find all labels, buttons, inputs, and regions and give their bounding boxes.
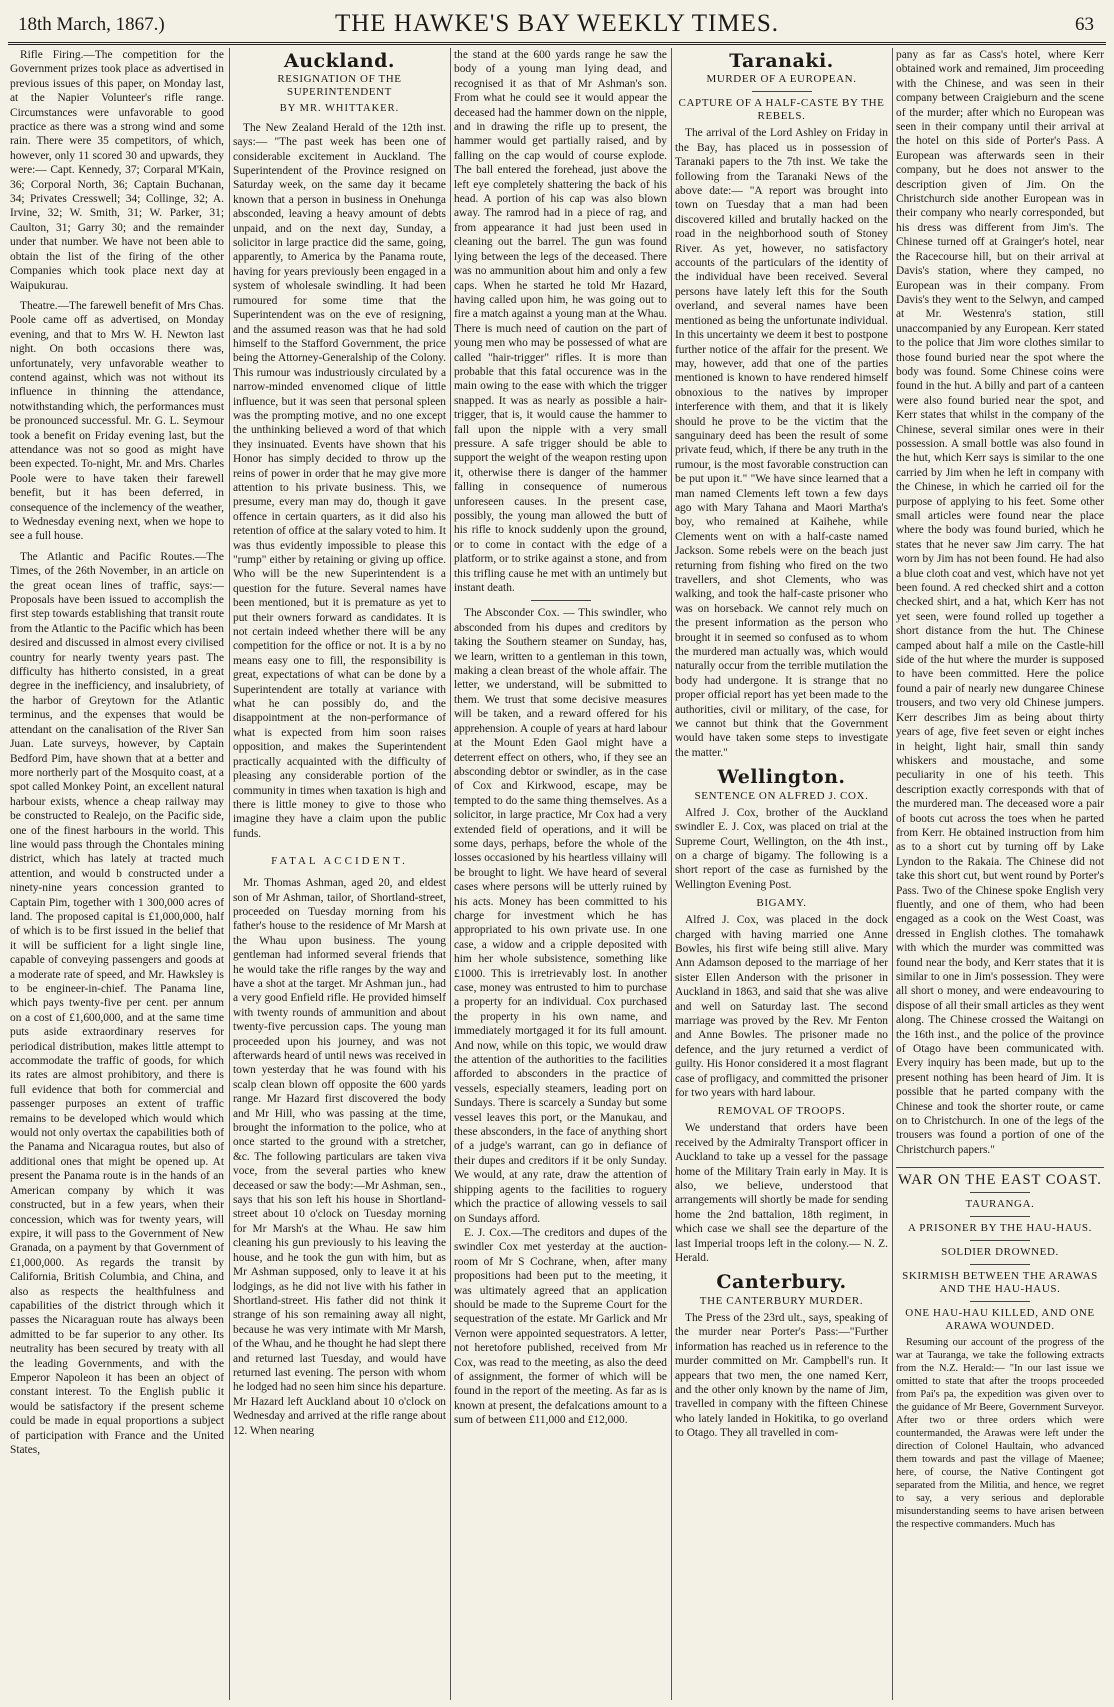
headline-sentence-cox: SENTENCE ON ALFRED J. COX.	[694, 789, 869, 802]
headline-hau-hau-killed: ONE HAU-HAU KILLED, AND ONE ARAWA WOUNDED.	[905, 1307, 1095, 1333]
headline-fatal-accident: FATAL ACCIDENT.	[271, 855, 408, 868]
article-war-east-coast: Resuming our account of the progress of the war at Tauranga, we take the following extracts from the N.Z. Herald:— "In our last issue we omitted to state that after the troops proceeded from Pai's pa, the expedition was given over to the guidance of Mr Beere, Government Surveyor. After two or three orders which were countermanded, the Arawas were left under the direction of Colonel Haultain, who advanced them towards and past the village of Maenee; here, of course, the Native Contingent got separated from the Militia, and hence, we regret to say, a very serious and deplorable misunderstanding seems to have arisen between the respective commanders. Much has	[896, 1337, 1104, 1531]
headline-soldier-drowned: SOLDIER DROWNED.	[941, 1246, 1059, 1259]
article-bigamy: Alfred J. Cox, was placed in the dock charged with having married one Anne Bowles, his first wife being still alive. Mary Ann Adamson deposed to the marriage of her sister Ellen Anderson with the prisoner in Auckland in 1863, and said that she was alive and well on Saturday last. The second marriage was proved by the Rev. Mr Fenton and Anne Bowles. The prisoner made no defence, and the jury returned a verdict of guilty. His Honor considered it a most flagrant case of profligacy, and committed the prisoner for two years with hard labour.	[675, 914, 888, 1099]
divider	[970, 1192, 1030, 1193]
column-5	[896, 48, 1104, 1700]
article-cox-creditors: E. J. Cox.—The creditors and dupes of the swindler Cox met yesterday at the auction-room of Mr S Cochrane, when, after many propositions had been put to the meeting, it was ultimately agreed that an application should be made to the Supreme Court for the sequestration of the estate. Mr Garlick and Mr Vernon were appointed sequestrators. A letter, not heretofore published, received from Mr Cox, was read to the meeting, as also the deed of assignment, the former of which will be found in the report of the meeting. As far as is known at present, the defalcations amount to a sum of between £11,000 and £12,000.	[454, 1226, 667, 1427]
column-2	[233, 48, 446, 1700]
issue-date: 18th March, 1867.)	[18, 14, 165, 35]
divider	[531, 600, 591, 601]
column-rule	[229, 48, 230, 1700]
headline-war-east-coast: WAR ON THE EAST COAST.	[896, 1167, 1104, 1187]
divider	[970, 1301, 1030, 1302]
section-heading-canterbury: Canterbury.	[716, 1271, 847, 1294]
masthead	[8, 4, 1106, 45]
section-heading-wellington: Wellington.	[717, 766, 846, 789]
article-fatal-accident: Mr. Thomas Ashman, aged 20, and eldest son of Mr Ashman, tailor, of Shortland-street, proceeded on Tuesday morning from his father's house to the residence of Mr Marsh at the Whau upon business. The young gentleman had informed several friends that he would take the rifle ranges by the way and have a shot at the target. Mr Ashman jun., had a very good Enfield rifle. He provided himself with twenty rounds of ammunition and about twenty-five percussion caps. The young man proceeded upon his journey, and was not afterwards heard of until news was received in town yesterday that he was found with his scalp clean blown off opposite the 600 yards range. Mr Hazard first discovered the body and Mr Hill, who was passing at the time, brought the information to the police, who at once started to the ground with a stretcher, &c. The following particulars are taken viva voce, from the several parties who knew deceased or saw the body:—Mr Ashman, sen., says that his son left his house in Shortland-street about 10 o'clock on Tuesday morning for Mr Marsh's at the Whau. He saw him cleaning his gun previously to his leaving the house, and he took the gun with him, but as Mr Ashman supposed, only to leave it at his lodgings, as he did not live with his father in Shortland-street. His father did not think it strange of his son remaining away all night, because he was very intimate with Mr Marsh, of the Whau, and he thought he had slept there and returned last Tuesday, and would have returned last evening. The person with whom he lodged had no seen him since his departure. Mr Hazard left Auckland about 10 o'clock on Wednesday and arrived at the rifle range about 12. When nearing	[233, 877, 446, 1437]
headline-bigamy: BIGAMY.	[756, 897, 807, 910]
column-rule	[892, 48, 893, 1700]
article-canterbury-murder: The Press of the 23rd ult., says, speaking of the murder near Porter's Pass:—"Further information has reached us in reference to the murder committed on Mr. Campbell's run. It appears that two men, the one named Kerr, and the other only known by the name of Jim, travelled in company with the fifteen Chinese who lately landed in Hokitika, to go overland to Otago. They all travelled in com-	[675, 1311, 888, 1440]
article-rifle-firing: Rifle Firing.—The competition for the Government prizes took place as advertised in previous issues of this paper, on Monday last, at the Napier Volunteer's rifle range. Circumstances were unfavorable to good practice as there was a strong wind and some rain. There were 35 competitors, of which, however, only 11 scored 30 and upwards, they were:— Capt. Kennedy, 37; Corparal M'Kain, 36; Corporal North, 36; Captain Buchanan, 34; Privates Cresswell; 34; Collinge, 32; A. Irvine, 32; W. Smith, 31; W. Parker, 31; Caulton, 31; Garry 30; and the remainder under that number. We have not been able to obtain the list of the firing of the other Companies which took place next day at Waipukurau.	[10, 49, 224, 292]
headline-tauranga: TAURANGA.	[965, 1198, 1035, 1211]
column-3	[454, 48, 667, 1700]
column-rule	[450, 48, 451, 1700]
divider	[970, 1264, 1030, 1265]
article-absconder-cox: The Absconder Cox. — This swindler, who absconded from his dupes and creditors by taking the Southern steamer on Sunday, has, we learn, written to a gentleman in this town, making a clean breast of the whole affair. The letter, we understand, will be submitted to them. We trust that some decisive measures will be taken, and a reward offered for his apprehension. A couple of years at hard labour at the Mount Eden Gaol might have a deterrent effect on others, who, if they see an absconding debtor or swindler, as in the case of Cox and Kirkwood, escape, may be tempted to do the same thing themselves. As a solicitor, in large practice, Mr Cox had a very extended field of operations, and it will be some days, perhaps, before the whole of the losses occasioned by his heartless villainy will be brought to light. We have heard of several cases where persons will be utterly ruined by his acts. Money has been committed to his charge for investment which he has appropriated to his own private use. In one case, a widow and a cripple deposited with him her whole subsistence, something like £1000. This is irretrievably lost. In another case, money was entrusted to him to purchase a property for an individual. Cox purchased the property in his own name, and immediately mortgaged it for its full amount. And now, while on this topic, we would draw the attention of the authorities to the facilities afforded to absconders in the practice of vessels, especially steamers, leading port on Sundays. There is scarcely a Sunday but some vessel leaves this port, or the Manukau, and these absconders, in the face of anything short of a judge's warrant, can go in defiance of their dupes and creditors if it be only Sunday. We would, at any rate, draw the attention of shipping agents to the facilities to roguery which the practice of allowing vessels to sail on Sundays afford.	[454, 607, 667, 1225]
article-sentence-cox: Alfred J. Cox, brother of the Auckland swindler E. J. Cox, was placed on trial at the Supreme Court, Wellington, on the 4th inst., on a charge of bigamy. The following is a short report of the case as furnished by the Wellington Evening Post.	[675, 806, 888, 891]
article-canterbury-murder-continued: pany as far as Cass's hotel, where Kerr obtained work and remained, Jim proceeding with the Chinese, and was seen in their company between Craigieburn and the scene of the murder; after which no European was seen in their company until their arrival at the hotel on this side of Porter's Pass. A European was afterwards seen in their company, but he does not answer to the description given of Jim. On the Christchurch side another European was in their company who nearly corresponded, but his dress was different from Jim's. The Chinese turned off at Grainger's hotel, near the Racecourse hill, but on their arrival at Davis's station, where they camped, no European was in their company. From Davis's they went to the Selwyn, and camped at Mr. Westenra's station, still unaccompanied by any European. Kerr stated to the police that Jim wore clothes similar to those found buried near the spot where the body was found. Some Chinese coins were found in the hut. A billy and part of a canteen were also found buried near the spot, and Kerr states that whilst in the company of the Chinese, several similar ones were in their possession. A small bottle was also found in the hut, which Kerr says is similar to the one carried by Jim when he left in company with the Chinese, in which he carried oil for the purpose of applying to his feet. Some other small articles were found near the place where the body was found buried, which he states that he never saw Jim carry. The hat worn by Jim has not been found. He had also a blue cloth coat and vest, which have not yet been found. A red checked shirt and a cotton checked shirt, and a hat, which Kerr has not yet seen, were found rolled up together a short distance from the hut. The Chinese camped about half a mile on the Castle-hill side of the hut where the murder is supposed to have been committed. Here the police found a pair of nearly new dungaree Chinese trousers, and two very old Chinese jumpers. Kerr describes Jim as being about thirty years of age, five feet seven or eight inches in height, light hair, small thin sandy whiskers and moustache, and some peculiarity in one of his teeth. This description exactly corresponds with that of the murdered man. The deceased wore a pair of boots cut across the toes when he parted from Kerr. He obtained instruction from him as to a short cut by turning off by Lake Lyndon to the Rakaia. The Chinese did not take this short cut, but went round by Porter's Pass. Two of the Chinese spoke English very fluently, and one of them, who had been engaged as a cook on the West Coast, was dressed in English clothes. The tomahawk with which the murder was committed was found near the body, and Kerr states that it is similar to one in Jim's possession. They were all short o money, and were endeavouring to dispose of all their small articles as they went along. The Chinese crossed the Waitangi on the 16th inst., and the police of the province of Otago have been communicated with. Every inquiry has been made, but up to the present nothing has been heard of Jim. It is possible that he parted company with the Chinese and took the shorter route, or came on to Christchurch. In one of the legs of the trousers was found a portion of one of the Christchurch papers."	[896, 49, 1104, 1156]
headline-removal-of-troops: REMOVAL OF TROOPS.	[717, 1105, 846, 1118]
section-heading-taranaki: Taranaki.	[729, 50, 834, 72]
article-resignation: The New Zealand Herald of the 12th inst. says:— "The past week has been one of considerable excitement in Auckland. The Superintendent of the Province resigned on Saturday week, on the same day it became known that a person in business in Onehunga absconded, leaving a heavy amount of debts unpaid, and on the next day, Sunday, a solicitor in large practice did the same, going, apparently, to America by the Panama route, having for years previously been engaged in a system of wholesale swindling. It had been rumoured for some time that the Superintendent was on the eve of resigning, and the assumed reason was that he had sold himself to the Stafford Government, the price being the Attorney-Generalship of the Colony. This rumour was industriously circulated by a narrow-minded envenomed clique of little influence, but it was seen that personal spleen was the prompting motive, and no one except the unthinking believed a word of that which they insinuated. Events have shown that his Honor has simply decided to throw up the reins of power in order that he may give more attention to his private business. This, we presume, every man may do, though it gave offence in certain quarters, as it did also his retention of office at the salary voted to him. It was thus evidently impossible to please this "rump" either by retaining or giving up office. Who will be the new Superintendent is a question for the future. Several names have been mentioned, but it is premature as yet to put their owners forward as candidates. It is not certain indeed whether there will be any competition for the office or not. It is a by no means easy one to fill, the responsibility is great, expectations of what can be done by a Superintendent are totally at variance with what he can possibly do, and the disappointment at the non-performance of what is expected from him soon raises opposition, and makes the Superintendent practically acquainted with the difficulty of pleasing any considerable portion of the community in times when taxation is high and there is little money to give to those who imagine they have a claim upon the public funds.	[233, 121, 446, 840]
headline-prisoner-hau-haus: A PRISONER BY THE HAU-HAUS.	[908, 1222, 1092, 1235]
column-1	[10, 48, 224, 1700]
headline-murder-european: MURDER OF A EUROPEAN.	[706, 73, 857, 86]
article-theatre: Theatre.—The farewell benefit of Mrs Chas. Poole came off as advertised, on Monday evening, and that to Mrs W. H. Newton last night. On both occasions there was, unfortunately, very unfavorable weather to contend against, which was not without its influence in thinning the attendance, notwithstanding which, the performances must be pronounced successful. Mr. G. L. Seymour took a benefit on Friday evening last, but the attendance was not so good as might have been expected. To-night, Mr. and Mrs. Charles Poole were to have taken their farewell benefit, but it has been deferred, in consequence of the inclemency of the weather, to Wednesday evening next, when we hope to see a full house.	[10, 299, 224, 543]
column-rule	[671, 48, 672, 1700]
article-fatal-accident-continued: the stand at the 600 yards range he saw the body of a young man lying dead, and recognised it as that of Mr Ashman's son. From what he could see it would appear the deceased had the hammer down on the nipple, and in drawing the rifle up to present, the hammer would get partially raised, and by falling on the cap would of course explode. The ball entered the forehead, just above the left eye completely shattering the back of his head. A portion of his cap was also blown away. The ramrod had in a piece of rag, and from appearance it had just been used in cleaning out the barrel. The gun was found lying between the legs of the deceased. There was no ammunition about him and only a few caps. When he started he told Mr Hazard, having called upon him, he was going out to fire a match against a young man at the Whau. There is much need of caution on the part of young men who may be possessed of what are called "hair-trigger" rifles. It is more than probable that this fatal occurence was in the main owing to the ease with which the trigger snapped. It was as nearly as possible a hair-trigger, that is, it would cause the hammer to fall upon the nipple with a very small pressure. A safe trigger should be able to support the weight of the weapon resting upon it, otherwise there is danger of the hammer falling in consequence of numerous unforeseen causes. In the present case, possibly, the young man allowed the butt of his rifle to knock suddenly upon the ground, or to come in contact with the edge of a platform, or to strike against a stone, and from this trifling cause he met with an untimely but instant death.	[454, 49, 667, 595]
article-atlantic-pacific-routes: The Atlantic and Pacific Routes.—The Times, of the 26th November, in an article on the great ocean lines of traffic, says:—Proposals have been issued to accomplish the first step towards establishing that transit route from the Atlantic to the Pacific which has been desired and discussed in almost every civilised country for nearly twenty years past. The difficulty has hitherto consisted, in a great degree in the inefficiency, and insalubriety, of the harbor of Greytown for the Atlantic terminus, and the expenses that would be attendant on the canalisation of the River San Juan. Late surveys, however, by Captain Bedford Pim, have shown that at a better and more northerly part of the Mosquito coast, at a spot called Monkey Point, an excellent natural harbour exists, whence a cheap railway may be constructed to Realejo, on the Pacific side, one of the finest harbours in the world. This line would pass through the Chontales mining district, which has lately at tracted much attention, and would b constructed under a ninety-nine years concession granted to Captain Pim, together with 1 300,000 acres of land. The proposed capital is £1,000,000, half of which is to be first issued in the belief that it will be sufficient for a light single line, capable of conveying passengers and goods at a moderate rate of speed, and Mr. Hawksley is to be engineer-in-chief. The Panama line, which pays twenty-five per cent. per annum on a cost of £1,600,000, and at the same time puts aside extraordinary reserves for periodical distribution, makes little attempt to accommodate the traffic of goods, for which its rates are almost prohibitory, and there is full evidence that both for commercial and passenger purposes an extent of traffic remains to be developed which would which would not only overtax the capabilities both of the Panama and Nicaragua routes, but also of additional ones that might be opened up. At present the Panama route is in the hands of an American company by which it was constructed, but in a few years, when their concession, which was for twenty years, will expire, it will pass to the Government of New Granada, on a payment by that Government of £1,000,000. As regards the transit by California, British Columbia, and China, and also as respects the healthfulness and capabilities of the district through which it passes the Nicaraguan route has always been admitted to be far superior to any other. Its neutrality has been secured by treaty with all the leading Governments, and with the Emperor Napoleon it has been an object of constant interest. To the English public it would be satisfactory if the present scheme could be made in equal proportions a subject of participation with France and the United States,	[10, 550, 224, 1456]
headline-resignation: RESIGNATION OF THE SUPERINTENDENT	[277, 73, 402, 99]
article-taranaki: The arrival of the Lord Ashley on Friday in the Bay, has placed us in possession of Taranaki papers to the 7th inst. We take the following from the Taranaki News of the above date:— "A report was brought into town on Tuesday that a man had been discovered killed and brutally hacked on the road in the neighborhood south of Stoney River. As yet, however, no satisfactory accounts of the particulars of the identity of the individual have been received. Several persons have lately left this for the South overland, and several names have been mentioned as being the unfortunate individual. In this uncertainty we deem it best to postpone further notice of the affair for the present. We may, however, add that one of the parties mentioned is known to have rendered himself obnoxious to the natives by improper interference with them, and that it is likely should he prove to be the victim that the sanguinary deed has been the result of some private feud, which, if there be any truth in the rumour, is the most favorable construction can be put upon it." "We have since learned that a man named Clements left town a few days ago with Mary Tahana and Maori Martha's boy, who remained at Kaihehe, while Clements went on with a half-caste named Jackson. Some rebels were on the beach just returning from fishing who fired on the two travellers, and shot Clements, who was walking, and took the half-caste prisoner who was on horseback. We cannot rely much on the present information as the person who brought it in seemed so confused as to whom the murdered man actually was, which would naturally occur from the terrible mutilation the body had undergone. It is strange that no proper official report has yet been made to the authorities, civil or military, of the case, for we cannot but think that the Government would have taken some steps to investigate the matter."	[675, 127, 888, 759]
article-removal-of-troops: We understand that orders have been received by the Admiralty Transport officer in Auckland to take up a vessel for the passage home of the Military Train early in May. It is also, we believe, understood that arrangements will shortly be made for sending home the 2nd battalion, 18th regiment, in which case we shall see the departure of the last Imperial troops left in the colony.— N. Z. Herald.	[675, 1122, 888, 1265]
headline-canterbury-murder: THE CANTERBURY MURDER.	[699, 1294, 864, 1307]
section-heading-auckland: Auckland.	[283, 50, 396, 72]
page-number: 63	[1075, 14, 1094, 35]
divider	[970, 1240, 1030, 1241]
newspaper-title: THE HAWKE'S BAY WEEKLY TIMES.	[334, 10, 780, 37]
byline: BY MR. WHITTAKER.	[279, 103, 400, 115]
divider	[970, 1216, 1030, 1217]
divider	[752, 91, 812, 92]
headline-capture-half-caste: CAPTURE OF A HALF-CASTE BY THE REBELS.	[678, 97, 885, 123]
headline-skirmish: SKIRMISH BETWEEN THE ARAWAS AND THE HAU-HAUS.	[902, 1270, 1098, 1296]
column-4	[675, 48, 888, 1700]
